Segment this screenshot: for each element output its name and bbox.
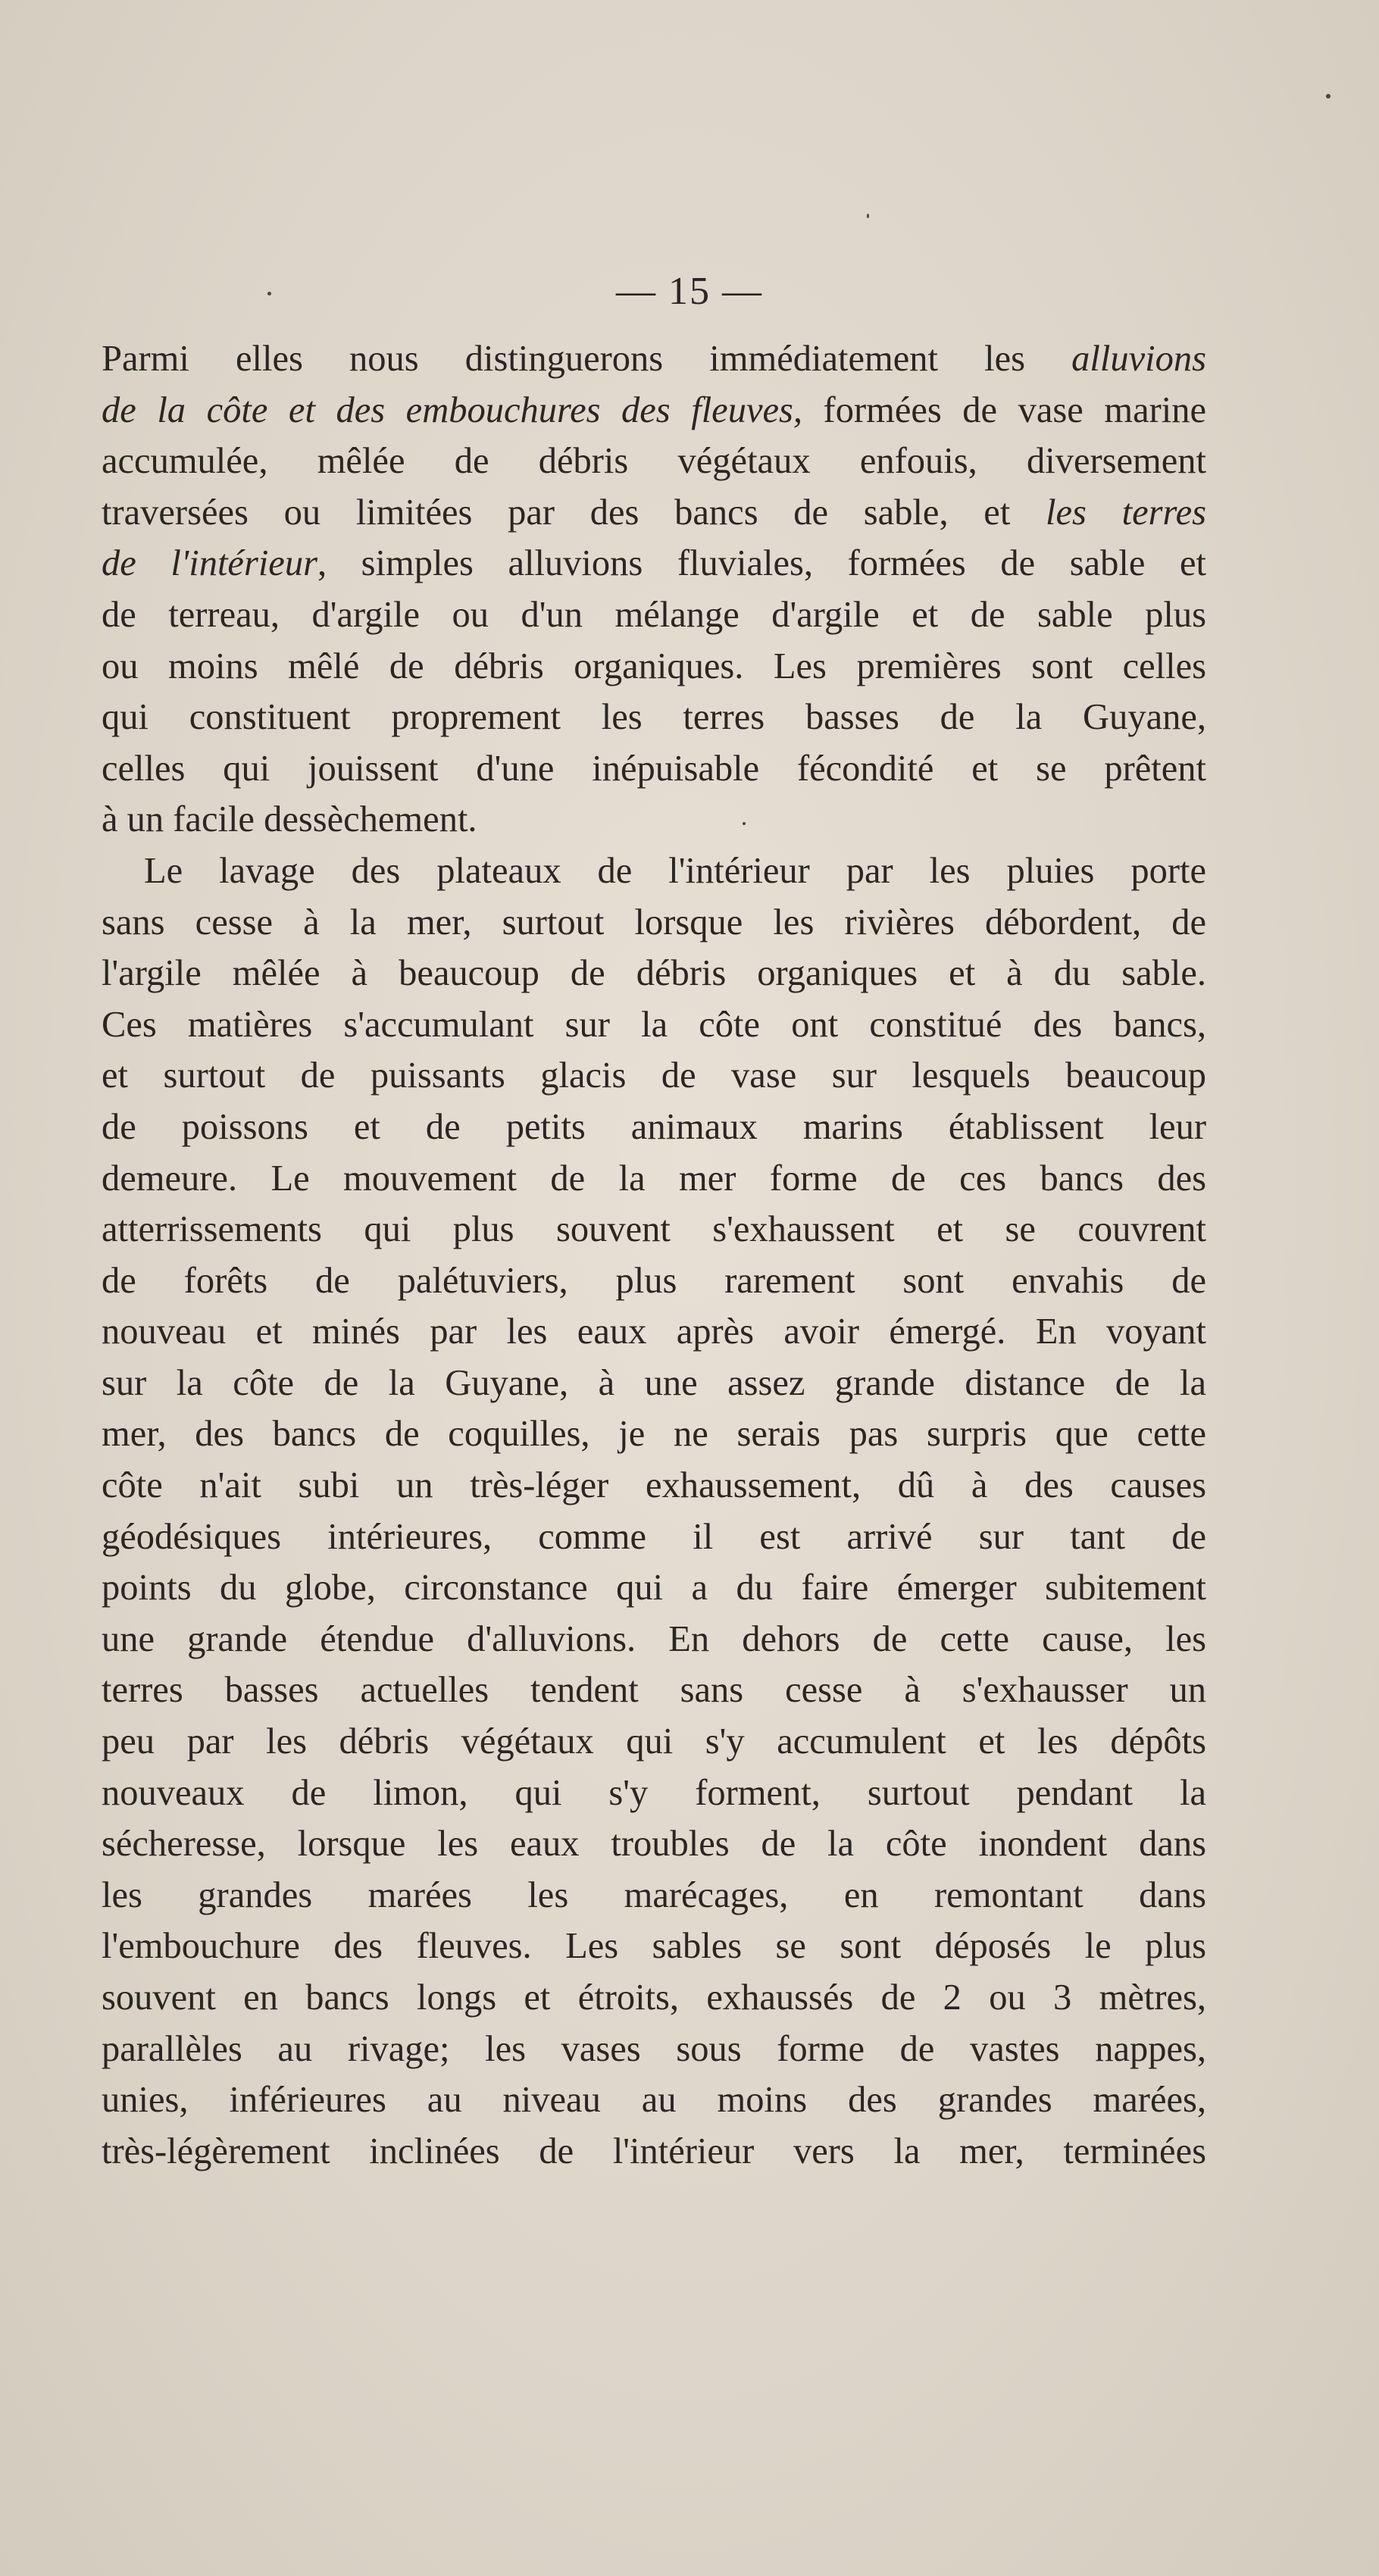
text-segment: points du globe, circonstance qui a du faire émerger subitement	[102, 1568, 1206, 1608]
text-segment: de terreau, d'argile ou d'un mélange d'argile et de sable plus	[102, 594, 1206, 635]
text-segment: l'embouchure des fleuves. Les sables se sont déposés le plus	[102, 1926, 1206, 1967]
italic-phrase: alluvions	[1071, 339, 1206, 379]
text-segment: demeure. Le mouvement de la mer forme de ces bancs des	[102, 1158, 1206, 1199]
text-segment: l'argile mêlée à beaucoup de débris organiques et à du sable.	[102, 953, 1206, 994]
text-line	[102, 1460, 1206, 1512]
italic-phrase: de l'intérieur	[102, 543, 317, 584]
text-segment: peu par les débris végétaux qui s'y accumulent et les dépôts	[102, 1721, 1206, 1762]
text-line	[102, 1870, 1206, 1921]
text-segment: géodésiques intérieures, comme il est arrivé sur tant de	[102, 1516, 1206, 1557]
text-line	[102, 1921, 1206, 1972]
text-segment: souvent en bancs longs et étroits, exhaussés de 2 ou 3 mètres,	[102, 1977, 1206, 2018]
text-segment: à un facile dessèchement.	[102, 799, 477, 840]
text-line	[102, 589, 1206, 641]
text-line	[102, 1562, 1206, 1614]
text-line	[102, 1358, 1206, 1409]
text-line	[102, 1102, 1206, 1153]
text-line	[102, 999, 1206, 1051]
text-segment: de forêts de palétuviers, plus rarement sont envahis de	[102, 1260, 1206, 1301]
text-line	[102, 1614, 1206, 1665]
text-segment: accumulée, mêlée de débris végétaux enfouis, diversement	[102, 441, 1206, 482]
text-segment: terres basses actuelles tendent sans cesse à s'exhausser un	[102, 1670, 1206, 1711]
text-line	[102, 385, 1206, 436]
paper-speck	[743, 822, 746, 825]
text-line	[102, 1255, 1206, 1307]
text-line	[102, 1512, 1206, 1563]
paper-speck	[1326, 94, 1331, 98]
text-segment: sans cesse à la mer, surtout lorsque les rivières débordent, de	[102, 902, 1206, 943]
text-line	[102, 1153, 1206, 1205]
text-segment: Ces matières s'accumulant sur la côte ont constitué des bancs,	[102, 1004, 1206, 1045]
text-line	[102, 2126, 1206, 2177]
text-segment: mer, des bancs de coquilles, je ne serais pas surpris que cette	[102, 1414, 1206, 1455]
text-segment: Parmi elles nous distinguerons immédiatement les	[102, 339, 1072, 379]
text-line	[102, 1818, 1206, 1870]
text-segment: sécheresse, lorsque les eaux troubles de la côte inondent dans	[102, 1824, 1206, 1865]
text-line	[102, 2074, 1206, 2126]
text-line	[102, 2024, 1206, 2075]
paper-speck	[267, 292, 271, 295]
text-line	[102, 436, 1206, 487]
text-line	[102, 846, 1206, 897]
text-line	[102, 1768, 1206, 1819]
page-number: — 15 —	[616, 270, 763, 313]
text-line	[102, 1204, 1206, 1255]
text-line	[102, 1306, 1206, 1358]
text-line	[102, 1408, 1206, 1460]
text-line	[102, 487, 1206, 539]
text-segment: très-légèrement inclinées de l'intérieur vers la mer, terminées	[102, 2131, 1206, 2171]
text-segment: les grandes marées les marécages, en remontant dans	[102, 1874, 1206, 1915]
text-segment: côte n'ait subi un très-léger exhaussement, dû à des causes	[102, 1465, 1206, 1506]
text-segment: de poissons et de petits animaux marins établissent leur	[102, 1106, 1206, 1147]
text-line	[102, 743, 1206, 795]
text-segment: nouveaux de limon, qui s'y forment, surtout pendant la	[102, 1772, 1206, 1813]
italic-phrase: de la côte et des embouchures des fleuves,	[102, 389, 802, 430]
text-segment: , simples alluvions fluviales, formées de sable et	[317, 543, 1206, 584]
text-segment: qui constituent proprement les terres basses de la Guyane,	[102, 697, 1206, 738]
text-line	[102, 897, 1206, 949]
text-segment: sur la côte de la Guyane, à une assez grande distance de la	[102, 1362, 1206, 1403]
text-line	[102, 1716, 1206, 1768]
paper-speck	[867, 214, 869, 218]
text-line	[102, 1665, 1206, 1716]
body-text	[102, 333, 1206, 2177]
text-line	[102, 1972, 1206, 2024]
text-line	[102, 948, 1206, 999]
text-segment: atterrissements qui plus souvent s'exhaussent et se couvrent	[102, 1209, 1206, 1250]
text-segment: unies, inférieures au niveau au moins des grandes marées,	[102, 2080, 1206, 2121]
text-segment: et surtout de puissants glacis de vase sur lesquels beaucoup	[102, 1055, 1206, 1096]
text-line	[102, 538, 1206, 589]
text-segment: traversées ou limitées par des bancs de sable, et	[102, 492, 1046, 533]
text-segment: une grande étendue d'alluvions. En dehors de cette cause, les	[102, 1618, 1206, 1659]
text-line	[102, 641, 1206, 692]
text-segment: formées de vase marine	[802, 389, 1206, 430]
text-segment: Le lavage des plateaux de l'intérieur par les pluies porte	[144, 850, 1206, 891]
text-segment: ou moins mêlé de débris organiques. Les premières sont celles	[102, 646, 1206, 686]
text-segment: nouveau et minés par les eaux après avoir émergé. En voyant	[102, 1311, 1206, 1352]
text-segment: parallèles au rivage; les vases sous forme de vastes nappes,	[102, 2028, 1206, 2069]
italic-phrase: les terres	[1046, 492, 1207, 533]
text-line	[102, 333, 1206, 385]
text-segment: celles qui jouissent d'une inépuisable fécondité et se prêtent	[102, 748, 1206, 789]
text-line	[102, 1050, 1206, 1102]
text-line	[102, 692, 1206, 743]
text-line	[102, 794, 1206, 846]
